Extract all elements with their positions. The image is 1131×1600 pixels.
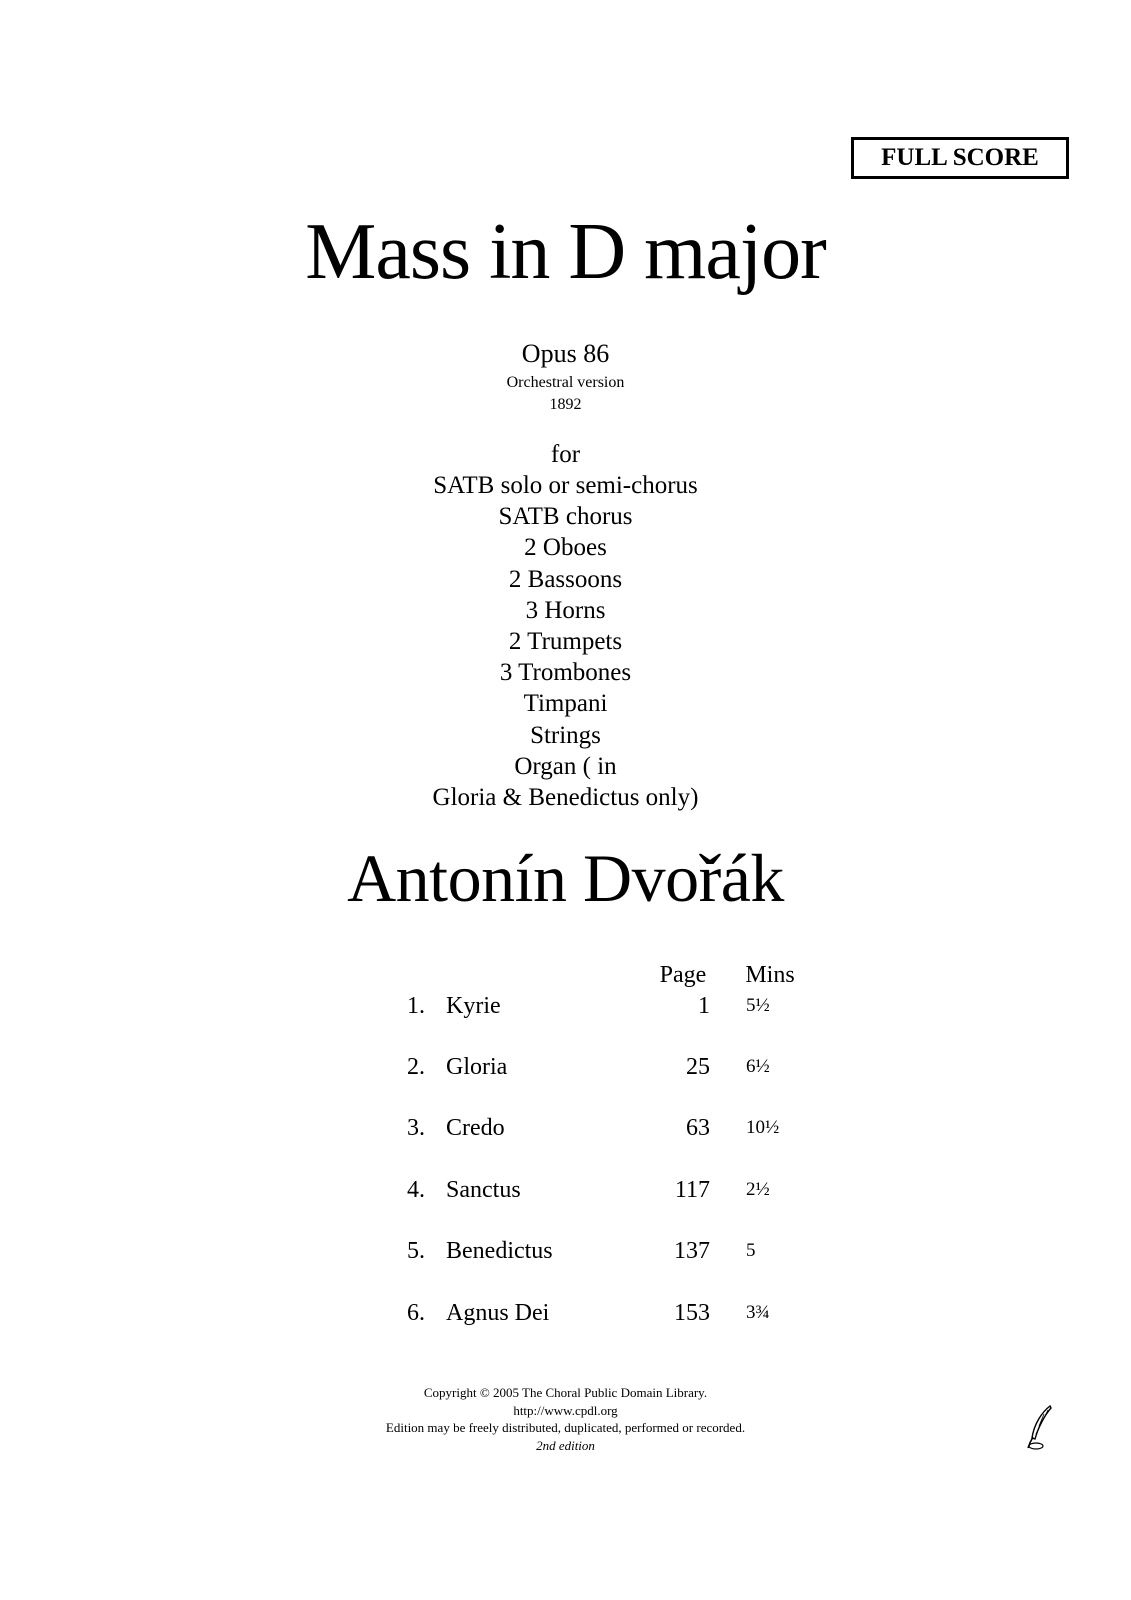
movement-number: 5. bbox=[407, 1238, 425, 1264]
movement-page: 1 bbox=[698, 993, 710, 1019]
composer-name: Antonín Dvořák bbox=[347, 840, 784, 916]
page-column-header: Page bbox=[659, 962, 707, 988]
table-row bbox=[0, 1235, 1131, 1267]
website-link[interactable]: http://www.cpdl.org bbox=[513, 1402, 618, 1418]
page-title: Mass in D major bbox=[305, 208, 826, 296]
cpdl-quill-logo-icon bbox=[1024, 1404, 1058, 1450]
movement-mins: 5 bbox=[746, 1240, 756, 1261]
opus-number: Opus 86 bbox=[521, 339, 610, 368]
instrument-item: Strings bbox=[530, 721, 601, 749]
instrument-item: Gloria & Benedictus only) bbox=[432, 783, 699, 811]
table-row bbox=[0, 1174, 1131, 1206]
movement-name: Kyrie bbox=[446, 993, 501, 1019]
mins-column-header: Mins bbox=[745, 962, 795, 988]
instrument-item: 2 Oboes bbox=[524, 534, 607, 562]
movement-page: 25 bbox=[686, 1054, 710, 1080]
table-row bbox=[0, 1297, 1131, 1329]
copyright-line: Copyright © 2005 The Choral Public Domain Library. bbox=[423, 1385, 708, 1400]
version-label: Orchestral version bbox=[506, 374, 625, 391]
instrument-item: Timpani bbox=[523, 690, 608, 718]
movement-page: 137 bbox=[674, 1238, 710, 1264]
movement-mins: 6½ bbox=[746, 1056, 770, 1077]
movement-mins: 10½ bbox=[746, 1117, 780, 1138]
instrumentation-list bbox=[0, 470, 1131, 813]
movement-name: Sanctus bbox=[446, 1177, 521, 1203]
table-row bbox=[0, 1112, 1131, 1144]
movement-name: Credo bbox=[446, 1115, 505, 1141]
instrument-item: 2 Trumpets bbox=[508, 627, 623, 655]
movement-page: 63 bbox=[686, 1115, 710, 1141]
instrument-item: 3 Horns bbox=[525, 596, 606, 624]
for-label: for bbox=[550, 441, 581, 468]
license-line: Edition may be freely distributed, duplicated, performed or recorded. bbox=[385, 1420, 746, 1435]
year-label: 1892 bbox=[549, 396, 582, 413]
full-score-badge: FULL SCORE bbox=[851, 137, 1069, 179]
movement-number: 4. bbox=[407, 1177, 425, 1203]
movement-page: 117 bbox=[674, 1177, 710, 1203]
movement-number: 6. bbox=[407, 1300, 425, 1326]
instrument-item: Organ ( in bbox=[514, 752, 617, 780]
movement-page: 153 bbox=[674, 1300, 710, 1326]
movement-mins: 2½ bbox=[746, 1179, 770, 1200]
instrument-item: 2 Bassoons bbox=[508, 565, 623, 593]
movement-mins: 3¾ bbox=[746, 1302, 770, 1323]
movement-name: Gloria bbox=[446, 1054, 508, 1080]
edition-label: 2nd edition bbox=[536, 1437, 595, 1453]
instrument-item: SATB chorus bbox=[498, 503, 633, 531]
movement-name: Agnus Dei bbox=[446, 1300, 550, 1326]
instrument-item: SATB solo or semi-chorus bbox=[433, 472, 698, 499]
footer bbox=[0, 1384, 1131, 1454]
movement-name: Benedictus bbox=[446, 1238, 553, 1264]
movement-mins: 5½ bbox=[746, 995, 770, 1016]
movement-number: 1. bbox=[407, 993, 425, 1019]
movement-number: 3. bbox=[407, 1115, 425, 1141]
instrument-item: 3 Trombones bbox=[499, 659, 632, 687]
movement-number: 2. bbox=[407, 1054, 425, 1080]
table-row bbox=[0, 990, 1131, 1022]
table-row bbox=[0, 1051, 1131, 1083]
